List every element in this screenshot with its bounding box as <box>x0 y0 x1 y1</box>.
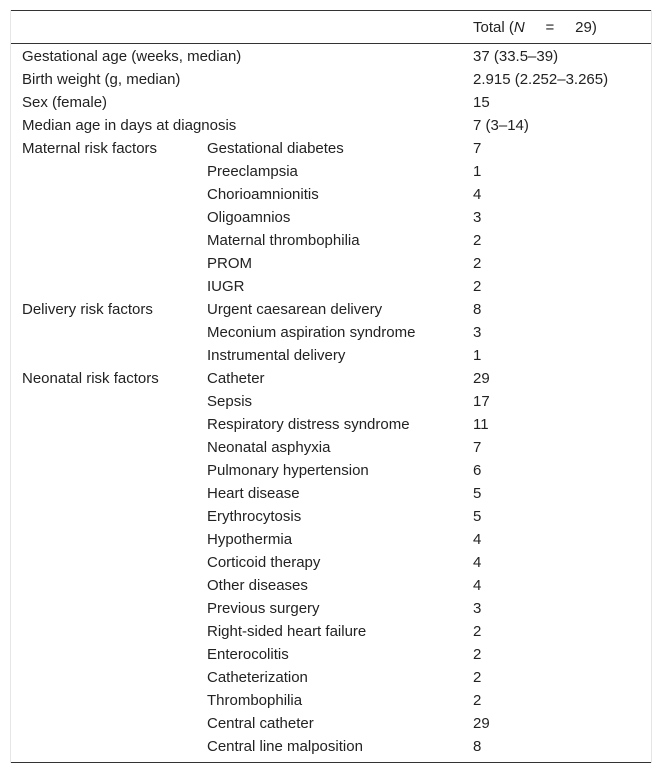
row-factor: IUGR <box>207 278 245 295</box>
row-value: 17 <box>473 393 490 410</box>
row-value: 4 <box>473 577 482 594</box>
table-row <box>11 436 651 459</box>
row-value: 37 (33.5–39) <box>473 48 559 65</box>
table-row <box>11 620 651 643</box>
row-factor: Preeclampsia <box>207 163 298 180</box>
row-value: 3 <box>473 324 482 341</box>
row-factor: Central line malposition <box>207 738 363 755</box>
row-factor: Sepsis <box>207 393 253 410</box>
header-n-value: 29) <box>575 19 597 36</box>
table-row <box>11 482 651 505</box>
table-row <box>11 505 651 528</box>
table-row <box>11 229 651 252</box>
row-value: 8 <box>473 738 482 755</box>
row-value: 11 <box>473 416 489 433</box>
row-value: 6 <box>473 462 482 479</box>
table-row <box>11 183 651 206</box>
row-factor: Maternal thrombophilia <box>207 232 360 249</box>
table-row <box>11 735 651 758</box>
row-category: Median age in days at diagnosis <box>22 117 237 134</box>
row-value: 4 <box>473 186 482 203</box>
row-factor: Meconium aspiration syndrome <box>207 324 416 341</box>
row-value: 2 <box>473 646 482 663</box>
row-category: Delivery risk factors <box>22 301 153 318</box>
row-factor: Right-sided heart failure <box>207 623 367 640</box>
table-row <box>11 45 651 68</box>
table-row <box>11 712 651 735</box>
table-header <box>11 10 651 44</box>
table-row <box>11 68 651 91</box>
table-row <box>11 321 651 344</box>
row-value: 5 <box>473 508 482 525</box>
row-category: Neonatal risk factors <box>22 370 159 387</box>
row-category: Birth weight (g, median) <box>22 71 181 88</box>
table-row <box>11 459 651 482</box>
row-factor: Heart disease <box>207 485 300 502</box>
row-factor: Central catheter <box>207 715 314 732</box>
row-factor: Instrumental delivery <box>207 347 346 364</box>
table-row <box>11 344 651 367</box>
table-row <box>11 160 651 183</box>
row-value: 7 <box>473 439 482 456</box>
table-row <box>11 390 651 413</box>
table-row <box>11 689 651 712</box>
row-value: 4 <box>473 554 482 571</box>
row-factor: Thrombophilia <box>207 692 303 709</box>
table-row <box>11 91 651 114</box>
row-factor: Hypothermia <box>207 531 293 548</box>
row-value: 1 <box>473 347 482 364</box>
table-row <box>11 643 651 666</box>
table-body <box>11 45 651 758</box>
row-factor: Respiratory distress syndrome <box>207 416 410 433</box>
row-value: 4 <box>473 531 482 548</box>
row-value: 2 <box>473 692 482 709</box>
row-value: 15 <box>473 94 490 111</box>
row-factor: Erythrocytosis <box>207 508 302 525</box>
row-factor: Neonatal asphyxia <box>207 439 331 456</box>
table-row <box>11 137 651 160</box>
row-value: 29 <box>473 370 490 387</box>
table-row <box>11 275 651 298</box>
row-value: 2 <box>473 255 482 272</box>
table-row <box>11 413 651 436</box>
row-value: 3 <box>473 600 482 617</box>
data-table <box>10 10 652 763</box>
table-row <box>11 597 651 620</box>
row-value: 2 <box>473 623 482 640</box>
row-factor: Pulmonary hypertension <box>207 462 369 479</box>
row-value: 8 <box>473 301 482 318</box>
row-factor: Chorioamnionitis <box>207 186 319 203</box>
table-row <box>11 666 651 689</box>
row-factor: Oligoamnios <box>207 209 291 226</box>
header-equals: = <box>545 19 555 36</box>
row-factor: Catheterization <box>207 669 308 686</box>
row-value: 5 <box>473 485 482 502</box>
header-total-cell <box>473 19 597 36</box>
row-value: 2 <box>473 669 482 686</box>
table-row <box>11 298 651 321</box>
row-value: 3 <box>473 209 482 226</box>
row-category: Gestational age (weeks, median) <box>22 48 242 65</box>
row-value: 7 <box>473 140 482 157</box>
table-row <box>11 114 651 137</box>
row-value: 2 <box>473 232 482 249</box>
header-total-prefix: Total ( <box>473 19 514 36</box>
row-value: 2.915 (2.252–3.265) <box>473 71 609 88</box>
table-row <box>11 574 651 597</box>
header-n-symbol: N <box>513 19 525 36</box>
row-category: Sex (female) <box>22 94 108 111</box>
row-value: 29 <box>473 715 490 732</box>
row-factor: Enterocolitis <box>207 646 289 663</box>
table-row <box>11 206 651 229</box>
table-bottom-rule <box>11 762 651 763</box>
table-row <box>11 528 651 551</box>
row-value: 2 <box>473 278 482 295</box>
row-factor: Urgent caesarean delivery <box>207 301 383 318</box>
table-row <box>11 252 651 275</box>
row-factor: Gestational diabetes <box>207 140 344 157</box>
row-value: 7 (3–14) <box>473 117 529 134</box>
row-factor: Other diseases <box>207 577 308 594</box>
row-factor: Catheter <box>207 370 265 387</box>
row-factor: Previous surgery <box>207 600 320 617</box>
table-row <box>11 367 651 390</box>
row-factor: PROM <box>207 255 252 272</box>
row-category: Maternal risk factors <box>22 140 158 157</box>
row-factor: Corticoid therapy <box>207 554 321 571</box>
row-value: 1 <box>473 163 482 180</box>
table-row <box>11 551 651 574</box>
